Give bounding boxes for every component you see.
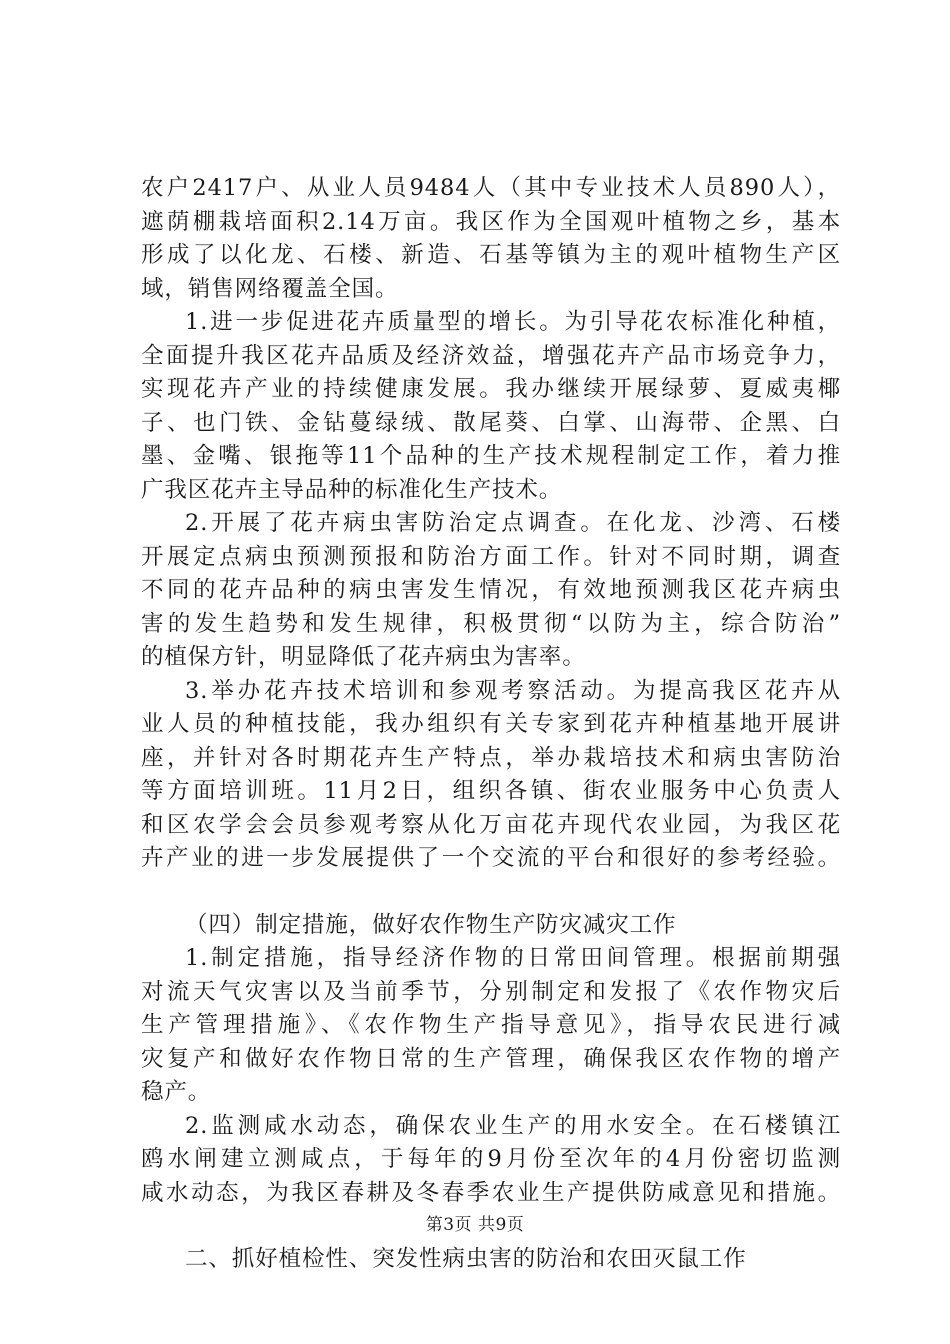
text-line: 卉产业的进一步发展提供了一个交流的平台和很好的参考经验。 [141, 845, 841, 871]
text-line: 灾复产和做好农作物日常的生产管理，确保我区农作物的增产 [141, 1045, 841, 1072]
text-line: 子、也门铁、金钻蔓绿绒、散尾葵、白掌、山海带、企黑、白 [141, 409, 841, 436]
paragraph-item-3 [141, 675, 841, 876]
section-heading-text: （四）制定措施，做好农作物生产防灾减灾工作 [185, 911, 677, 938]
text-line: 稳产。 [141, 1079, 212, 1105]
text-line: 1.进一步促进花卉质量型的增长。为引导花农标准化种植， [185, 309, 841, 335]
text-line: 咸水动态，为我区春耕及冬春季农业生产提供防咸意见和措施。 [141, 1179, 841, 1206]
text-line: 3.举办花卉技术培训和参观考察活动。为提高我区花卉从 [185, 677, 841, 704]
paragraph-continuation [141, 172, 841, 306]
text-line: 不同的花卉品种的病虫害发生情况，有效地预测我区花卉病虫 [141, 577, 841, 603]
text-line: 业人员的种植技能，我办组织有关专家到花卉种植基地开展讲 [141, 711, 841, 737]
paragraph-item-1-section-4 [141, 942, 841, 1110]
section-heading-4 [141, 909, 841, 943]
text-line: 实现花卉产业的持续健康发展。我办继续开展绿萝、夏威夷椰 [141, 376, 841, 402]
text-line: 形成了以化龙、石楼、新造、石基等镇为主的观叶植物生产区 [141, 242, 841, 268]
text-line: 等方面培训班。11月2日，组织各镇、街农业服务中心负责人 [141, 778, 841, 804]
section-heading-2 [141, 1243, 841, 1277]
text-line: 全面提升我区花卉品质及经济效益，增强花卉产品市场竞争力， [141, 342, 841, 369]
text-line: 2.开展了花卉病虫害防治定点调查。在化龙、沙湾、石楼 [185, 510, 841, 536]
text-line: 的植保方针，明显降低了花卉病虫为害率。 [141, 644, 586, 670]
text-line: 2.监测咸水动态，确保农业生产的用水安全。在石楼镇江 [185, 1112, 841, 1139]
text-line: 害的发生趋势和发生规律，积极贯彻“以防为主，综合防治” [141, 610, 841, 637]
text-line: 生产管理措施》、《农作物生产指导意见》，指导农民进行减 [141, 1012, 841, 1038]
paragraph-item-1 [141, 306, 841, 507]
text-line: 1.制定措施，指导经济作物的日常田间管理。根据前期强 [185, 945, 841, 971]
paragraph-item-2-section-4 [141, 1110, 841, 1211]
text-line: 广我区花卉主导品种的标准化生产技术。 [141, 476, 563, 503]
text-line: 墨、金嘴、银拖等11个品种的生产技术规程制定工作，着力推 [141, 443, 841, 469]
text-line: 鸥水闸建立测咸点，于每年的9月份至次年的4月份密切监测 [141, 1146, 841, 1172]
text-line: 域，销售网络覆盖全国。 [141, 275, 399, 302]
paragraph-spacer [141, 876, 841, 909]
text-line: 遮荫棚栽培面积2.14万亩。我区作为全国观叶植物之乡，基本 [141, 208, 841, 235]
page-number-label: 第3页 共9页 [425, 1215, 525, 1235]
text-line: 座，并针对各时期花卉生产特点，举办栽培技术和病虫害防治 [141, 744, 841, 771]
document-body [141, 172, 841, 1277]
text-line: 农户2417户、从业人员9484人（其中专业技术人员890人）， [141, 175, 841, 201]
section-heading-text: 二、抓好植检性、突发性病虫害的防治和农田灭鼠工作 [185, 1246, 747, 1272]
page-footer [0, 1210, 950, 1235]
paragraph-item-2 [141, 507, 841, 675]
text-line: 开展定点病虫预测预报和防治方面工作。针对不同时期，调查 [141, 543, 841, 570]
text-line: 对流天气灾害以及当前季节，分别制定和发报了《农作物灾后 [141, 978, 841, 1005]
text-line: 和区农学会会员参观考察从化万亩花卉现代农业园，为我区花 [141, 811, 841, 838]
